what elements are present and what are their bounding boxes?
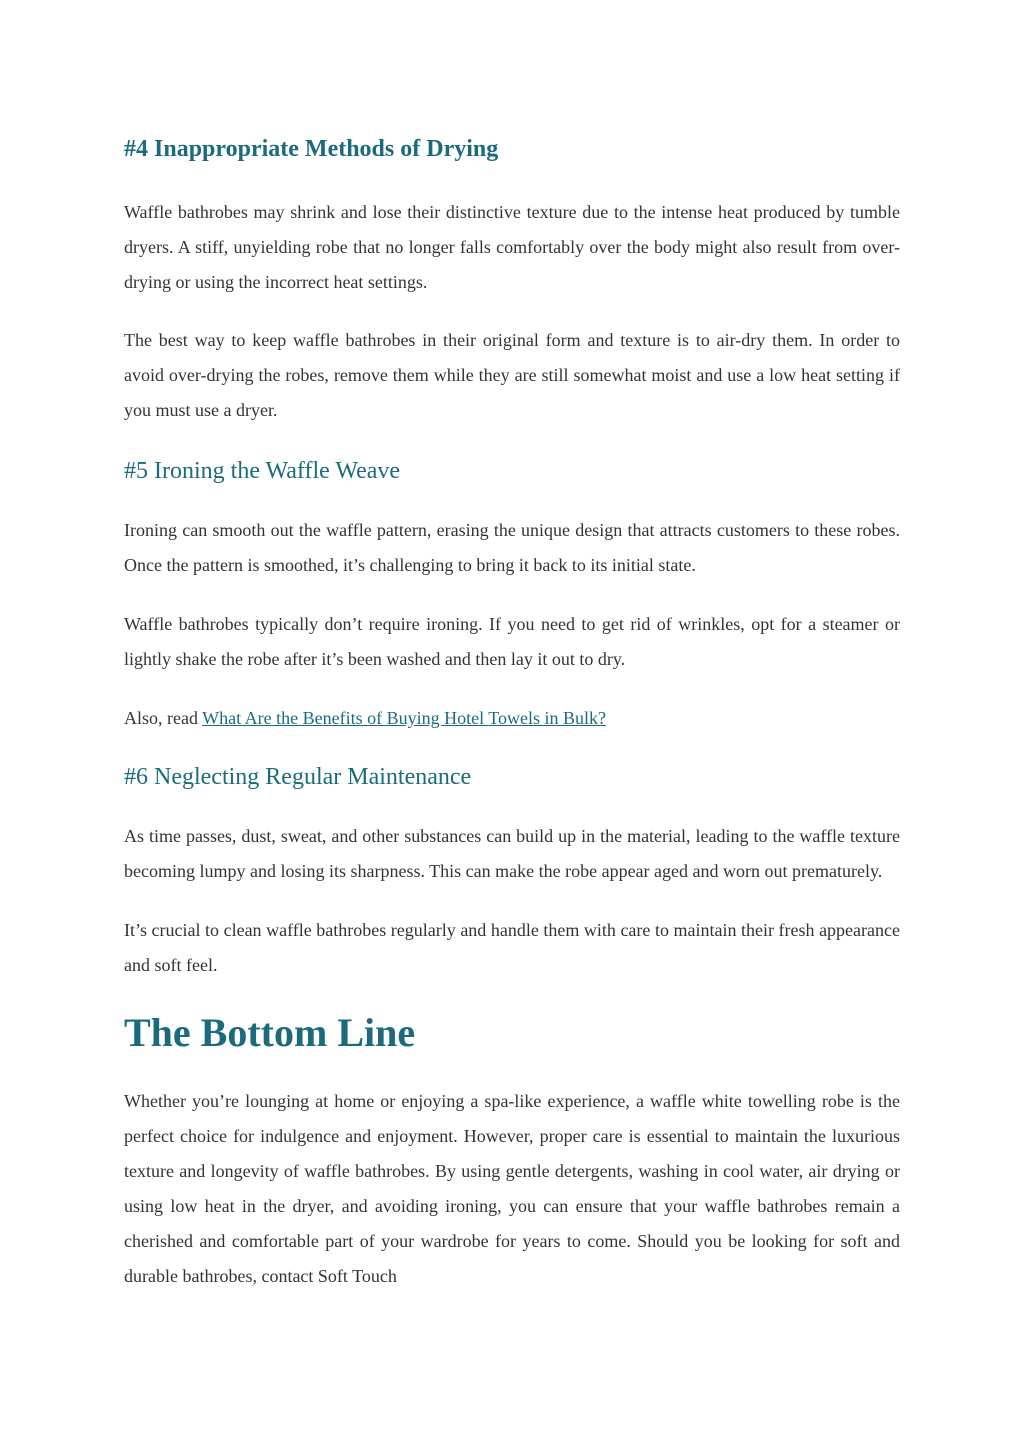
paragraph-maintenance-2: It’s crucial to clean waffle bathrobes regularly and handle them with care to maintain their fresh appearance and soft feel. <box>124 920 900 975</box>
section-heading-ironing: #5 Ironing the Waffle Weave <box>124 458 401 484</box>
paragraph-drying-2: The best way to keep waffle bathrobes in their original form and texture is to air-dry them. In order to avoid over-drying the robes, remove them while they are still somewhat moist and use a low heat setting if you must use a dryer. <box>124 330 900 420</box>
section-heading-maintenance: #6 Neglecting Regular Maintenance <box>124 764 472 790</box>
paragraph-drying-1: Waffle bathrobes may shrink and lose their distinctive texture due to the intense heat produced by tumble dryers. A stiff, unyielding robe that no longer falls comfortably over the body might also result from over-drying or using the incorrect heat settings. <box>124 202 900 292</box>
paragraph-ironing-2: Waffle bathrobes typically don’t require ironing. If you need to get rid of wrinkles, opt for a steamer or lightly shake the robe after it’s been washed and then lay it out to dry. <box>124 614 900 669</box>
section-heading-drying: #4 Inappropriate Methods of Drying <box>124 136 499 162</box>
paragraph-bottom-line: Whether you’re lounging at home or enjoying a spa-like experience, a waffle white towelling robe is the perfect choice for indulgence and enjoyment. However, proper care is essential to maintain the luxurious texture and longevity of waffle bathrobes. By using gentle detergents, washing in cool water, air drying or using low heat in the dryer, and avoiding ironing, you can ensure that your waffle bathrobes remain a cherished and comfortable part of your wardrobe for years to come. Should you be looking for soft and durable bathrobes, contact Soft Touch <box>124 1091 900 1286</box>
also-read-link[interactable]: What Are the Benefits of Buying Hotel Towels in Bulk? <box>202 708 606 728</box>
bottom-line-heading: The Bottom Line <box>124 1010 416 1055</box>
paragraph-maintenance-1: As time passes, dust, sweat, and other substances can build up in the material, leading to the waffle texture becoming lumpy and losing its sharpness. This can make the robe appear aged and worn out prematurely. <box>124 826 900 881</box>
also-read-prefix: Also, read <box>124 708 203 728</box>
also-read-line <box>124 701 900 736</box>
article-page <box>124 132 900 1294</box>
paragraph-ironing-1: Ironing can smooth out the waffle pattern, erasing the unique design that attracts customers to these robes. Once the pattern is smoothed, it’s challenging to bring it back to its initial state. <box>124 520 900 575</box>
